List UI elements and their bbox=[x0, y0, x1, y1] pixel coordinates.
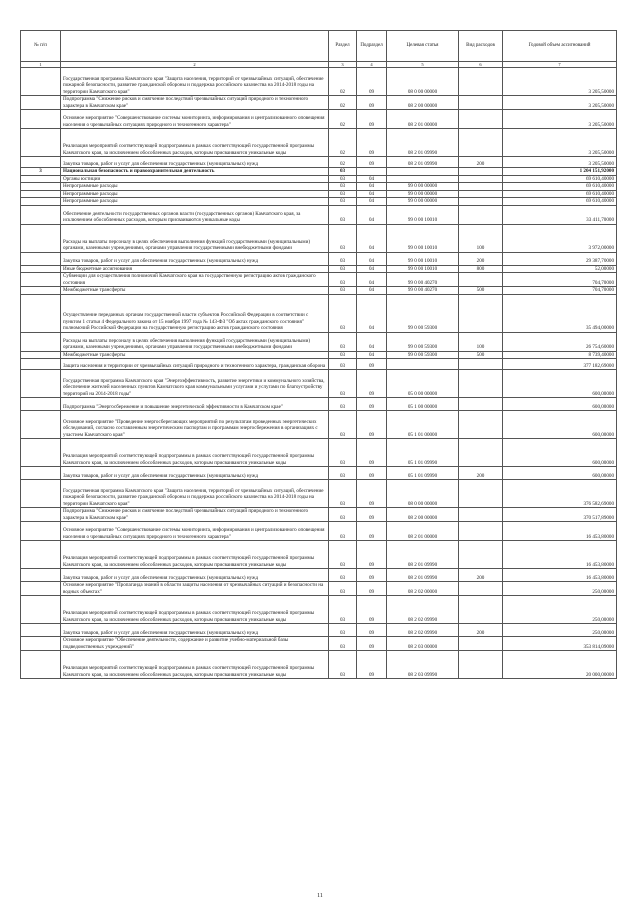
cell-target-article: 99 0 00 59300 bbox=[387, 332, 459, 351]
cell-podrazdel: 04 bbox=[357, 273, 387, 287]
cell-target-article: 99 0 00 59300 bbox=[387, 351, 459, 359]
cell-target-article: 08 2 03 00000 bbox=[387, 637, 459, 651]
cell-annual-volume: 704,70000 bbox=[503, 287, 617, 295]
budget-document bbox=[20, 30, 616, 679]
cell-no bbox=[21, 508, 61, 522]
cell-annual-volume: 250,00000 bbox=[503, 582, 617, 596]
cell-razdel: 02 bbox=[329, 157, 357, 168]
cell-no bbox=[21, 175, 61, 183]
cell-target-article: 08 2 00 00000 bbox=[387, 508, 459, 522]
cell-podrazdel: 09 bbox=[357, 68, 387, 96]
cell-name: Реализация мероприятий соответствующей подпрограммы в рамках соответствующей государственной программы Камчатского края, за исключением обособленных расходов, которым присваиваются уникальные коды bbox=[61, 651, 329, 679]
cell-name: Реализация мероприятий соответствующей подпрограммы в рамках соответствующей государственной программы Камчатского края, за исключением обособленных расходов, которым присваиваются уникальные коды bbox=[61, 541, 329, 569]
cell-name: Подпрограмма "Энергосбережение и повышение энергетической эффективности в Камчатском крае" bbox=[61, 398, 329, 411]
column-number: 1 bbox=[21, 62, 61, 68]
table-row bbox=[21, 157, 617, 168]
cell-annual-volume: 600,00000 bbox=[503, 370, 617, 398]
cell-razdel: 03 bbox=[329, 205, 357, 224]
cell-target-article bbox=[387, 175, 459, 183]
cell-razdel: 02 bbox=[329, 129, 357, 157]
cell-target-article: 08 2 02 00000 bbox=[387, 582, 459, 596]
cell-podrazdel: 09 bbox=[357, 651, 387, 679]
table-row bbox=[21, 522, 617, 541]
cell-expense-type bbox=[459, 110, 503, 129]
cell-no bbox=[21, 522, 61, 541]
cell-name: Реализация мероприятий соответствующей подпрограммы в рамках соответствующей государственной программы Камчатского края, за исключением обособленных расходов, которым присваиваются уникальные коды bbox=[61, 596, 329, 624]
cell-razdel: 03 bbox=[329, 651, 357, 679]
cell-name: Подпрограмма "Снижение рисков и смягчение последствий чрезвычайных ситуаций природного и техногенного характера в Камчатском крае" bbox=[61, 96, 329, 110]
header-expense-type: Вид расходов bbox=[459, 31, 503, 62]
table-row bbox=[21, 467, 617, 480]
cell-no bbox=[21, 190, 61, 198]
header-target-article: Целевая статья bbox=[387, 31, 459, 62]
column-number: 3 bbox=[329, 62, 357, 68]
cell-target-article: 99 0 00 10010 bbox=[387, 224, 459, 252]
cell-annual-volume: 250,00000 bbox=[503, 624, 617, 637]
cell-annual-volume: 33 411,70000 bbox=[503, 205, 617, 224]
cell-podrazdel: 09 bbox=[357, 467, 387, 480]
cell-expense-type bbox=[459, 175, 503, 183]
table-row bbox=[21, 190, 617, 198]
cell-target-article: 99 0 00 10010 bbox=[387, 265, 459, 273]
cell-annual-volume: 35 494,00000 bbox=[503, 294, 617, 332]
cell-target-article: 08 2 01 00000 bbox=[387, 522, 459, 541]
cell-podrazdel: 09 bbox=[357, 110, 387, 129]
cell-razdel: 03 bbox=[329, 190, 357, 198]
cell-target-article: 08 2 01 09990 bbox=[387, 569, 459, 582]
cell-target-article: 99 0 00 00000 bbox=[387, 190, 459, 198]
cell-annual-volume: 3 205,50000 bbox=[503, 110, 617, 129]
cell-expense-type: 500 bbox=[459, 287, 503, 295]
cell-target-article: 08 0 00 00000 bbox=[387, 68, 459, 96]
cell-no bbox=[21, 224, 61, 252]
cell-no bbox=[21, 351, 61, 359]
cell-razdel: 03 bbox=[329, 265, 357, 273]
cell-name: Государственная программа Камчатского края "Энергоэффективность, развитие энергетики и коммунального хозяйства, обеспечение жителей населенных пунктов Камчатского края коммунальными услугами и услугами по благоустройству территорий на 2014-2018 годы" bbox=[61, 370, 329, 398]
table-row bbox=[21, 168, 617, 176]
table-row bbox=[21, 651, 617, 679]
cell-expense-type bbox=[459, 198, 503, 206]
cell-target-article: 99 0 00 40270 bbox=[387, 273, 459, 287]
cell-target-article: 99 0 00 00000 bbox=[387, 198, 459, 206]
cell-no bbox=[21, 637, 61, 651]
cell-podrazdel: 04 bbox=[357, 265, 387, 273]
cell-expense-type: 200 bbox=[459, 467, 503, 480]
cell-no bbox=[21, 582, 61, 596]
cell-annual-volume: 600,00000 bbox=[503, 439, 617, 467]
cell-podrazdel: 09 bbox=[357, 541, 387, 569]
cell-no bbox=[21, 96, 61, 110]
cell-no bbox=[21, 294, 61, 332]
cell-name: Закупка товаров, работ и услуг для обеспечения государственных (муниципальных) нужд bbox=[61, 157, 329, 168]
cell-expense-type bbox=[459, 168, 503, 176]
cell-name: Основное мероприятие "Пропаганда знаний в области защиты населения от чрезвычайных ситуаций и безопасности на водных объектах" bbox=[61, 582, 329, 596]
cell-annual-volume: 8 739,40000 bbox=[503, 351, 617, 359]
cell-target-article: 05 1 01 09990 bbox=[387, 439, 459, 467]
table-row bbox=[21, 332, 617, 351]
cell-podrazdel: 04 bbox=[357, 224, 387, 252]
table-row bbox=[21, 265, 617, 273]
cell-name: Реализация мероприятий соответствующей подпрограммы в рамках соответствующей государственной программы Камчатского края, за исключением обособленных расходов, которым присваиваются уникальные коды bbox=[61, 129, 329, 157]
cell-name: Расходы на выплаты персоналу в целях обеспечения выполнения функций государственными (муниципальными) органами, казенными учреждениями, органами управления государственными внебюджетными фондами bbox=[61, 332, 329, 351]
cell-podrazdel: 09 bbox=[357, 508, 387, 522]
cell-annual-volume: 52,00000 bbox=[503, 265, 617, 273]
cell-expense-type bbox=[459, 273, 503, 287]
column-number: 7 bbox=[503, 62, 617, 68]
cell-razdel: 03 bbox=[329, 351, 357, 359]
cell-name: Государственная программа Камчатского края "Защита населения, территорий от чрезвычайных ситуаций, обеспечение пожарной безопасности, развитие гражданской обороны и поддержка российского казачества на 2014-2018 годы на территории Камчатского края" bbox=[61, 480, 329, 508]
table-row bbox=[21, 351, 617, 359]
cell-name: Закупка товаров, работ и услуг для обеспечения государственных (муниципальных) нужд bbox=[61, 252, 329, 265]
table-row bbox=[21, 205, 617, 224]
cell-podrazdel: 04 bbox=[357, 294, 387, 332]
cell-no bbox=[21, 439, 61, 467]
table-row bbox=[21, 294, 617, 332]
cell-podrazdel: 09 bbox=[357, 582, 387, 596]
table-body bbox=[21, 68, 617, 679]
cell-no bbox=[21, 480, 61, 508]
cell-expense-type bbox=[459, 370, 503, 398]
cell-expense-type: 200 bbox=[459, 569, 503, 582]
cell-no bbox=[21, 332, 61, 351]
cell-no bbox=[21, 398, 61, 411]
cell-podrazdel: 09 bbox=[357, 439, 387, 467]
cell-annual-volume: 704,70000 bbox=[503, 273, 617, 287]
cell-no bbox=[21, 110, 61, 129]
cell-annual-volume: 69 610,40000 bbox=[503, 183, 617, 191]
cell-expense-type bbox=[459, 68, 503, 96]
cell-podrazdel: 04 bbox=[357, 351, 387, 359]
cell-expense-type bbox=[459, 541, 503, 569]
table-row bbox=[21, 398, 617, 411]
cell-target-article: 05 0 00 00000 bbox=[387, 370, 459, 398]
cell-annual-volume: 1 204 151,92000 bbox=[503, 168, 617, 176]
cell-no bbox=[21, 411, 61, 439]
cell-expense-type bbox=[459, 190, 503, 198]
cell-razdel: 03 bbox=[329, 252, 357, 265]
cell-name: Реализация мероприятий соответствующей подпрограммы в рамках соответствующей государственной программы Камчатского края, за исключением обособленных расходов, которым присваиваются уникальные коды bbox=[61, 439, 329, 467]
cell-annual-volume: 69 610,40000 bbox=[503, 198, 617, 206]
cell-target-article: 99 0 00 59300 bbox=[387, 294, 459, 332]
cell-no bbox=[21, 205, 61, 224]
cell-podrazdel: 09 bbox=[357, 370, 387, 398]
cell-razdel: 03 bbox=[329, 596, 357, 624]
cell-annual-volume: 600,00000 bbox=[503, 411, 617, 439]
cell-razdel: 03 bbox=[329, 480, 357, 508]
cell-name: Национальная безопасность и правоохранительная деятельность bbox=[61, 168, 329, 176]
cell-razdel: 03 bbox=[329, 224, 357, 252]
table-row bbox=[21, 370, 617, 398]
cell-no bbox=[21, 157, 61, 168]
cell-target-article: 08 2 00 00000 bbox=[387, 96, 459, 110]
header-annual-volume: Годовой объем ассигнований bbox=[503, 31, 617, 62]
cell-annual-volume: 370 517,89000 bbox=[503, 508, 617, 522]
cell-name: Расходы на выплаты персоналу в целях обеспечения выполнения функций государственными (муниципальными) органами, казенными учреждениями, органами управления государственными внебюджетными фондами bbox=[61, 224, 329, 252]
cell-target-article: 99 0 00 10010 bbox=[387, 252, 459, 265]
cell-target-article: 99 0 00 40270 bbox=[387, 287, 459, 295]
cell-name: Основное мероприятие "Совершенствование системы мониторинга, информирования и централизованного оповещения населения о чрезвычайных ситуациях природного и техногенного характера" bbox=[61, 110, 329, 129]
cell-razdel: 03 bbox=[329, 508, 357, 522]
cell-annual-volume: 16 453,80000 bbox=[503, 541, 617, 569]
cell-annual-volume: 600,00000 bbox=[503, 467, 617, 480]
cell-name: Непрограммные расходы bbox=[61, 183, 329, 191]
column-number: 6 bbox=[459, 62, 503, 68]
cell-razdel: 03 bbox=[329, 582, 357, 596]
table-row bbox=[21, 411, 617, 439]
cell-no bbox=[21, 467, 61, 480]
cell-razdel: 03 bbox=[329, 522, 357, 541]
column-number: 5 bbox=[387, 62, 459, 68]
cell-no bbox=[21, 273, 61, 287]
cell-razdel: 03 bbox=[329, 467, 357, 480]
cell-no bbox=[21, 624, 61, 637]
cell-razdel: 03 bbox=[329, 370, 357, 398]
cell-no bbox=[21, 287, 61, 295]
budget-table bbox=[20, 30, 617, 679]
cell-expense-type bbox=[459, 129, 503, 157]
cell-annual-volume: 69 610,40000 bbox=[503, 175, 617, 183]
cell-name: Субвенции для осуществления полномочий Камчатского края на государственную регистрацию актов гражданского состояния bbox=[61, 273, 329, 287]
table-header-row bbox=[21, 31, 617, 62]
cell-podrazdel: 09 bbox=[357, 96, 387, 110]
cell-name: Защита населения и территории от чрезвычайных ситуаций природного и техногенного характера, гражданская оборона bbox=[61, 359, 329, 370]
table-row bbox=[21, 637, 617, 651]
cell-podrazdel: 04 bbox=[357, 175, 387, 183]
cell-expense-type: 500 bbox=[459, 351, 503, 359]
cell-name: Подпрограмма "Снижение рисков и смягчение последствий чрезвычайных ситуаций природного и техногенного характера в Камчатском крае" bbox=[61, 508, 329, 522]
cell-razdel: 03 bbox=[329, 359, 357, 370]
cell-podrazdel: 09 bbox=[357, 157, 387, 168]
cell-annual-volume: 29 387,70000 bbox=[503, 252, 617, 265]
cell-annual-volume: 353 814,09000 bbox=[503, 637, 617, 651]
cell-expense-type: 200 bbox=[459, 624, 503, 637]
table-row bbox=[21, 273, 617, 287]
cell-razdel: 03 bbox=[329, 168, 357, 176]
cell-podrazdel: 04 bbox=[357, 287, 387, 295]
table-row bbox=[21, 224, 617, 252]
cell-expense-type bbox=[459, 411, 503, 439]
cell-annual-volume: 600,00000 bbox=[503, 398, 617, 411]
cell-razdel: 02 bbox=[329, 110, 357, 129]
cell-name: Основное мероприятие "Проведение энергосберегающих мероприятий по результатам проведенных энергетических обследований, согласно составленным энергетическим паспортам и программам энергосбережения в организациях с участием Камчатского края" bbox=[61, 411, 329, 439]
column-number: 4 bbox=[357, 62, 387, 68]
cell-annual-volume: 3 972,00000 bbox=[503, 224, 617, 252]
table-row bbox=[21, 541, 617, 569]
cell-expense-type: 200 bbox=[459, 252, 503, 265]
table-row bbox=[21, 110, 617, 129]
header-razdel: Раздел bbox=[329, 31, 357, 62]
table-row bbox=[21, 359, 617, 370]
cell-annual-volume: 3 205,50000 bbox=[503, 157, 617, 168]
cell-podrazdel: 04 bbox=[357, 332, 387, 351]
cell-name: Органы юстиции bbox=[61, 175, 329, 183]
cell-razdel: 03 bbox=[329, 183, 357, 191]
cell-no bbox=[21, 265, 61, 273]
cell-podrazdel: 04 bbox=[357, 183, 387, 191]
table-row bbox=[21, 439, 617, 467]
cell-annual-volume: 69 610,40000 bbox=[503, 190, 617, 198]
cell-razdel: 03 bbox=[329, 198, 357, 206]
cell-name: Основное мероприятие "Обеспечение деятельности, содержание и развитие учебно-материальной базы подведомственных учреждений" bbox=[61, 637, 329, 651]
table-row bbox=[21, 68, 617, 96]
header-no: № п/п bbox=[21, 31, 61, 62]
cell-name: Закупка товаров, работ и услуг для обеспечения государственных (муниципальных) нужд bbox=[61, 467, 329, 480]
table-row bbox=[21, 198, 617, 206]
cell-podrazdel: 09 bbox=[357, 359, 387, 370]
cell-no bbox=[21, 651, 61, 679]
table-row bbox=[21, 96, 617, 110]
cell-podrazdel: 09 bbox=[357, 596, 387, 624]
cell-podrazdel: 09 bbox=[357, 398, 387, 411]
cell-target-article: 08 0 00 00000 bbox=[387, 480, 459, 508]
cell-expense-type bbox=[459, 637, 503, 651]
cell-name: Закупка товаров, работ и услуг для обеспечения государственных (муниципальных) нужд bbox=[61, 624, 329, 637]
cell-target-article bbox=[387, 359, 459, 370]
cell-podrazdel: 04 bbox=[357, 252, 387, 265]
cell-expense-type bbox=[459, 651, 503, 679]
cell-annual-volume: 377 182,69000 bbox=[503, 359, 617, 370]
cell-expense-type: 200 bbox=[459, 157, 503, 168]
cell-no bbox=[21, 68, 61, 96]
cell-expense-type: 100 bbox=[459, 224, 503, 252]
cell-target-article: 08 2 01 09990 bbox=[387, 541, 459, 569]
cell-target-article bbox=[387, 168, 459, 176]
table-row bbox=[21, 596, 617, 624]
cell-annual-volume: 26 754,60000 bbox=[503, 332, 617, 351]
cell-name: Обеспечение деятельности государственных органов власти (государственных органов) Камчатского края, за исключением обособленных расходов, которым присваиваются уникальные коды bbox=[61, 205, 329, 224]
cell-razdel: 03 bbox=[329, 294, 357, 332]
cell-annual-volume: 3 205,50000 bbox=[503, 96, 617, 110]
cell-expense-type bbox=[459, 522, 503, 541]
column-number: 2 bbox=[61, 62, 329, 68]
cell-annual-volume: 250,00000 bbox=[503, 596, 617, 624]
cell-expense-type bbox=[459, 596, 503, 624]
cell-podrazdel: 04 bbox=[357, 190, 387, 198]
table-row bbox=[21, 508, 617, 522]
cell-annual-volume: 16 453,80000 bbox=[503, 569, 617, 582]
cell-no bbox=[21, 370, 61, 398]
cell-podrazdel: 09 bbox=[357, 480, 387, 508]
cell-expense-type bbox=[459, 480, 503, 508]
cell-name: Непрограммные расходы bbox=[61, 198, 329, 206]
cell-target-article: 08 2 02 09990 bbox=[387, 624, 459, 637]
cell-no bbox=[21, 359, 61, 370]
cell-name: Межбюджетные трансферты bbox=[61, 351, 329, 359]
cell-podrazdel: 09 bbox=[357, 522, 387, 541]
cell-target-article: 08 2 01 09990 bbox=[387, 129, 459, 157]
cell-expense-type bbox=[459, 294, 503, 332]
cell-razdel: 03 bbox=[329, 287, 357, 295]
cell-target-article: 08 2 02 09990 bbox=[387, 596, 459, 624]
cell-no: 3 bbox=[21, 168, 61, 176]
cell-podrazdel: 09 bbox=[357, 411, 387, 439]
cell-name: Непрограммные расходы bbox=[61, 190, 329, 198]
cell-razdel: 03 bbox=[329, 624, 357, 637]
cell-no bbox=[21, 198, 61, 206]
cell-podrazdel: 04 bbox=[357, 205, 387, 224]
cell-no bbox=[21, 569, 61, 582]
cell-name: Закупка товаров, работ и услуг для обеспечения государственных (муниципальных) нужд bbox=[61, 569, 329, 582]
header-podrazdel: Подраздел bbox=[357, 31, 387, 62]
cell-expense-type bbox=[459, 359, 503, 370]
cell-no bbox=[21, 183, 61, 191]
table-row bbox=[21, 287, 617, 295]
cell-name: Иные бюджетные ассигнования bbox=[61, 265, 329, 273]
cell-no bbox=[21, 596, 61, 624]
cell-target-article: 99 0 00 10010 bbox=[387, 205, 459, 224]
cell-expense-type bbox=[459, 183, 503, 191]
table-row bbox=[21, 252, 617, 265]
cell-razdel: 03 bbox=[329, 637, 357, 651]
cell-podrazdel bbox=[357, 168, 387, 176]
cell-razdel: 03 bbox=[329, 398, 357, 411]
header-name bbox=[61, 31, 329, 62]
cell-annual-volume: 16 453,80000 bbox=[503, 522, 617, 541]
cell-razdel: 02 bbox=[329, 68, 357, 96]
cell-razdel: 03 bbox=[329, 273, 357, 287]
table-row bbox=[21, 624, 617, 637]
page-number: 11 bbox=[317, 893, 323, 899]
cell-razdel: 03 bbox=[329, 569, 357, 582]
cell-podrazdel: 04 bbox=[357, 198, 387, 206]
cell-razdel: 03 bbox=[329, 411, 357, 439]
cell-annual-volume: 20 000,00000 bbox=[503, 651, 617, 679]
cell-name: Межбюджетные трансферты bbox=[61, 287, 329, 295]
cell-name: Основное мероприятие "Совершенствование системы мониторинга, информирования и централизованного оповещения населения о чрезвычайных ситуациях природного и техногенного характера" bbox=[61, 522, 329, 541]
cell-razdel: 03 bbox=[329, 332, 357, 351]
table-row bbox=[21, 175, 617, 183]
cell-podrazdel: 09 bbox=[357, 637, 387, 651]
table-row bbox=[21, 569, 617, 582]
cell-annual-volume: 3 205,50000 bbox=[503, 68, 617, 96]
table-row bbox=[21, 183, 617, 191]
cell-target-article: 08 2 01 00000 bbox=[387, 110, 459, 129]
cell-razdel: 03 bbox=[329, 175, 357, 183]
cell-podrazdel: 09 bbox=[357, 624, 387, 637]
cell-expense-type bbox=[459, 582, 503, 596]
cell-annual-volume: 376 582,69000 bbox=[503, 480, 617, 508]
cell-annual-volume: 3 205,50000 bbox=[503, 129, 617, 157]
cell-expense-type bbox=[459, 398, 503, 411]
cell-target-article: 05 1 01 00000 bbox=[387, 411, 459, 439]
table-row bbox=[21, 582, 617, 596]
cell-target-article: 05 1 01 09990 bbox=[387, 467, 459, 480]
cell-expense-type bbox=[459, 96, 503, 110]
table-row bbox=[21, 129, 617, 157]
cell-razdel: 03 bbox=[329, 541, 357, 569]
cell-name: Государственная программа Камчатского края "Защита населения, территорий от чрезвычайных ситуаций, обеспечение пожарной безопасности, развитие гражданской обороны и поддержка российского казачества на 2014-2018 годы на территории Камчатского края" bbox=[61, 68, 329, 96]
cell-target-article: 05 1 00 00000 bbox=[387, 398, 459, 411]
cell-expense-type: 100 bbox=[459, 332, 503, 351]
cell-razdel: 02 bbox=[329, 96, 357, 110]
cell-name: Осуществление переданных органам государственной власти субъектов Российской Федерации в соответствии с пунктом 1 статьи 4 Федерального закона от 15 ноября 1997 года № 143-ФЗ "Об актах гражданского состояния" полномочий Российской Федерации на государственную регистрацию актов гражданского состояния bbox=[61, 294, 329, 332]
cell-target-article: 08 2 01 09990 bbox=[387, 157, 459, 168]
cell-target-article: 99 0 00 00000 bbox=[387, 183, 459, 191]
cell-podrazdel: 09 bbox=[357, 129, 387, 157]
cell-razdel: 03 bbox=[329, 439, 357, 467]
cell-expense-type: 800 bbox=[459, 265, 503, 273]
cell-no bbox=[21, 541, 61, 569]
cell-expense-type bbox=[459, 205, 503, 224]
cell-no bbox=[21, 129, 61, 157]
table-row bbox=[21, 480, 617, 508]
cell-target-article: 08 2 03 09990 bbox=[387, 651, 459, 679]
cell-expense-type bbox=[459, 439, 503, 467]
cell-expense-type bbox=[459, 508, 503, 522]
cell-no bbox=[21, 252, 61, 265]
cell-podrazdel: 09 bbox=[357, 569, 387, 582]
